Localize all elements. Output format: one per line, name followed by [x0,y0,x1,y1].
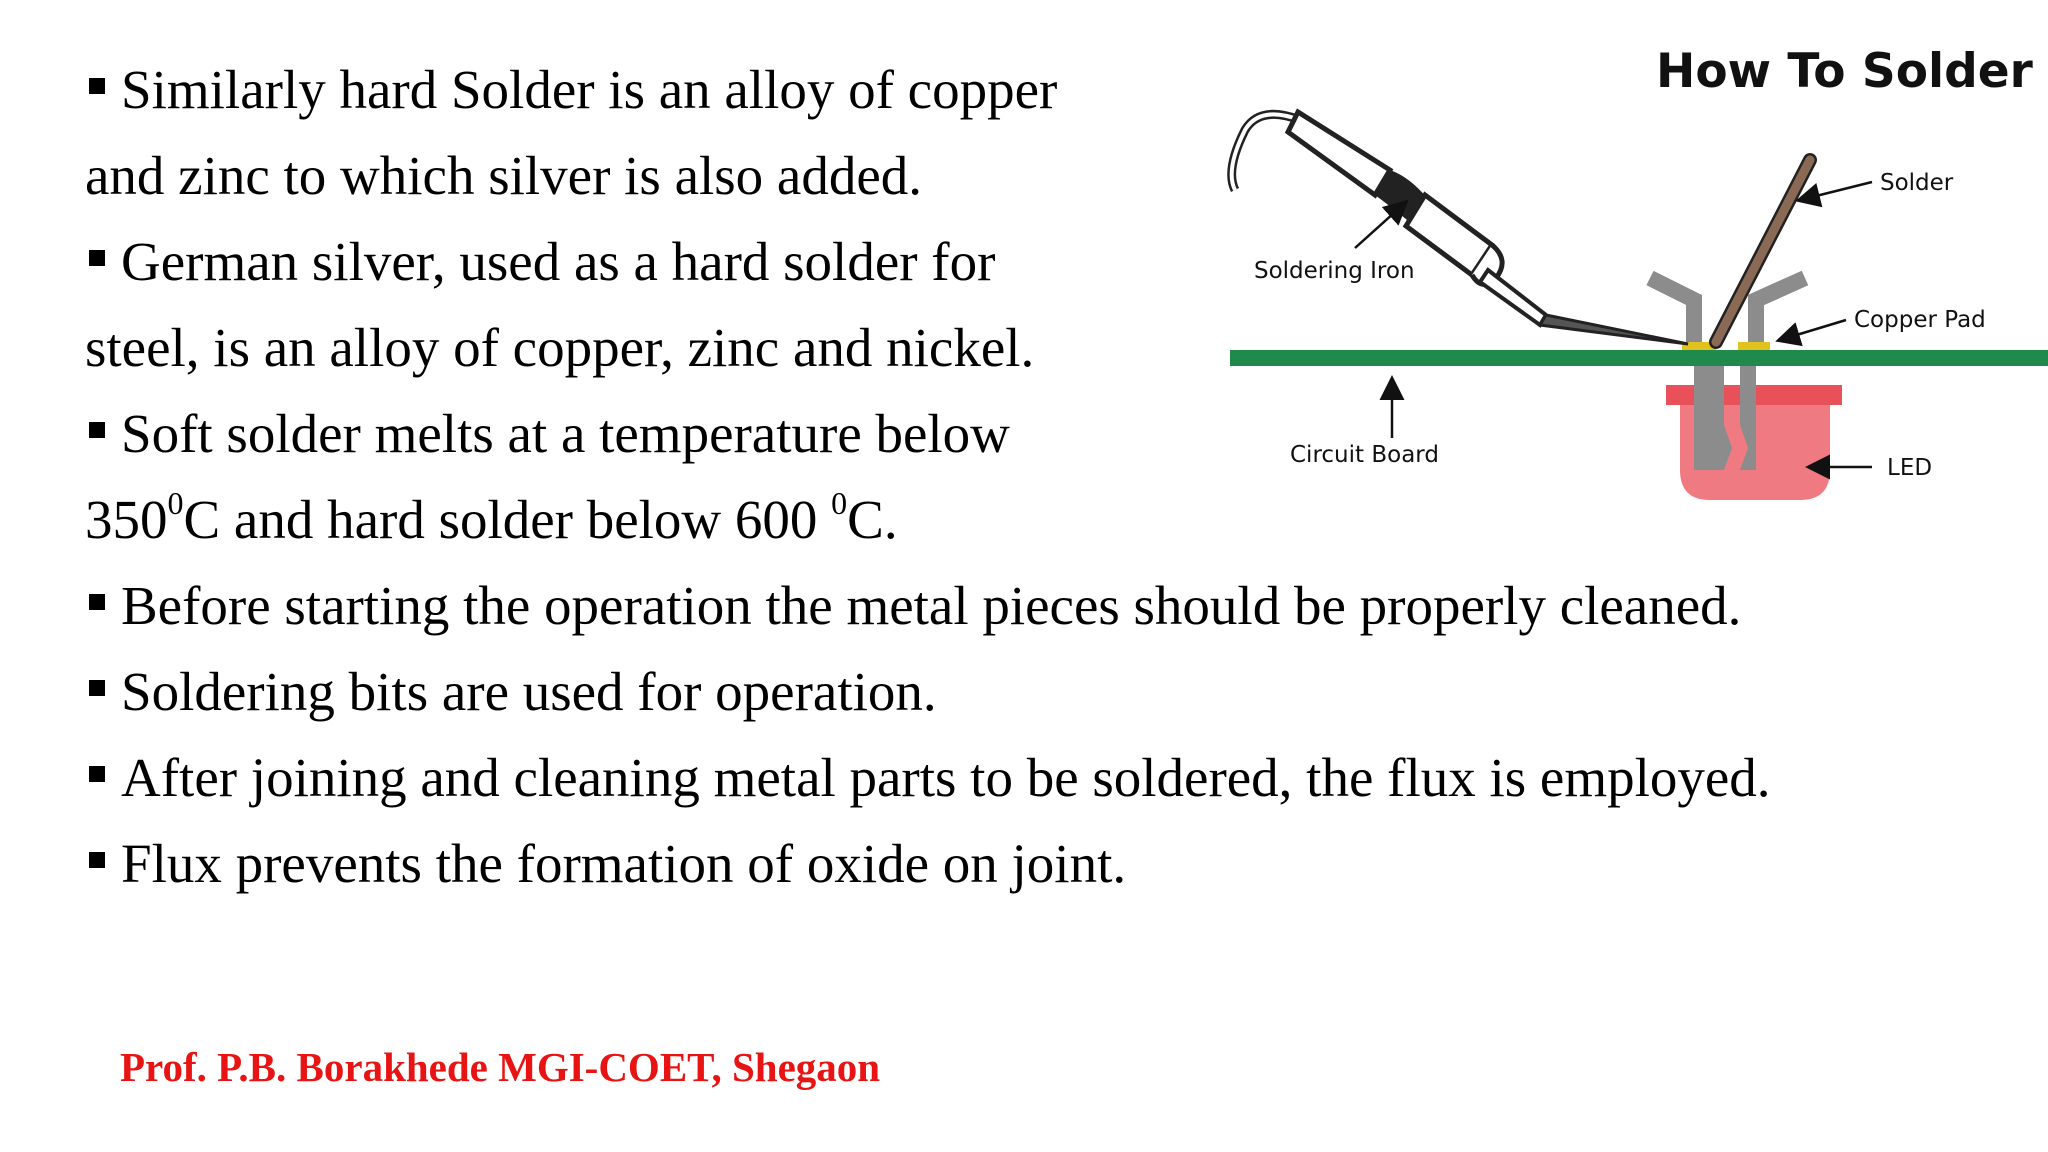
bullet-1-line-1 [85,47,1057,133]
bullet-text: Flux prevents the formation of oxide on joint. [121,833,1127,894]
copper-pad-right [1738,342,1770,350]
bullet-text: German silver, used as a hard solder for [121,231,996,292]
led-body [1666,360,1842,500]
label-solder: Solder [1880,170,1954,196]
bullet-text: After joining and cleaning metal parts to be soldered, the flux is employed. [121,747,1771,808]
label-copper-pad: Copper Pad [1854,307,1986,333]
soldering-iron-arrow [1355,203,1405,248]
bullet-5 [85,649,937,735]
bullet-2-line-1 [85,219,995,305]
degree-superscript: 0 [167,485,184,521]
bullet-marker [89,594,105,610]
label-led: LED [1887,455,1933,481]
bullet-6 [85,735,1771,821]
bullet-text: Similarly hard Solder is an alloy of copper [121,59,1058,120]
temp-unit: C. [847,489,898,550]
circuit-board [1230,350,2048,366]
bullet-4 [85,563,1741,649]
bullet-1-line-2: and zinc to which silver is also added. [85,145,923,206]
how-to-solder-diagram [1200,30,2048,540]
bullet-marker [89,422,105,438]
bullet-marker [89,766,105,782]
bullet-text: Soft solder melts at a temperature below [121,403,1010,464]
footer-credit: Prof. P.B. Borakhede MGI-COET, Shegaon [120,1044,881,1090]
bullet-marker [89,852,105,868]
bullet-marker [89,78,105,94]
bullet-2-line-2: steel, is an alloy of copper, zinc and nickel. [85,317,1035,378]
copper-pad-arrow [1780,320,1846,340]
temp-value-1: 350 [85,489,168,550]
bullet-marker [89,250,105,266]
bullet-marker [89,680,105,696]
label-soldering-iron: Soldering Iron [1254,258,1415,284]
soldering-iron [1232,112,1688,344]
bullet-text: Soldering bits are used for operation. [121,661,937,722]
label-circuit-board: Circuit Board [1290,442,1439,468]
bullet-3-line-1 [85,391,1010,477]
bullet-7 [85,821,1126,907]
bullet-3-line-2 [85,477,898,563]
temp-text: C and hard solder below 600 [183,489,832,550]
bullet-text: Before starting the operation the metal pieces should be properly cleaned. [121,575,1742,636]
degree-superscript: 0 [831,485,848,521]
solder-arrow [1800,182,1872,200]
diagram-title: How To Solder [1656,44,2033,99]
